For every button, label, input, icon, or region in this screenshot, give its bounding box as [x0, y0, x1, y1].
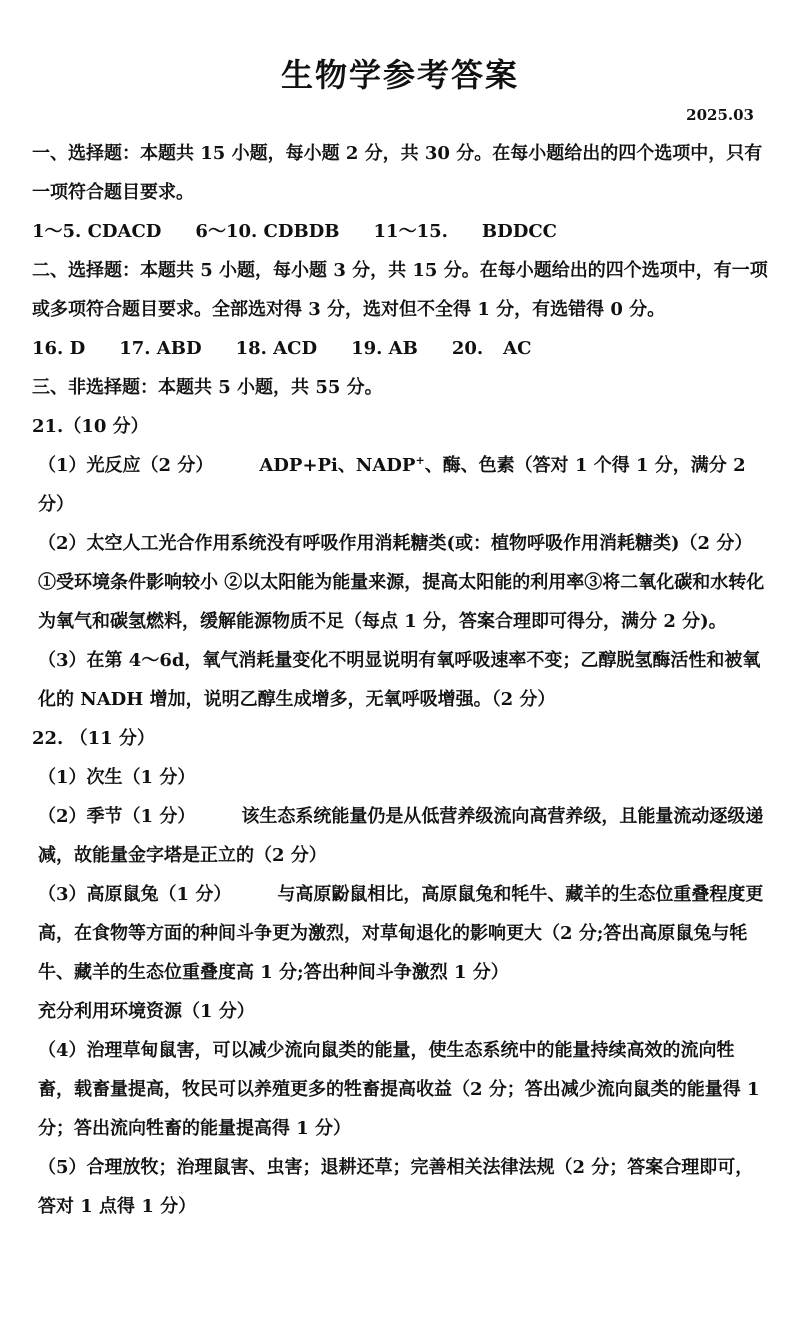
section2-answers	[32, 329, 768, 368]
q22-title: 22. （11 分）	[32, 728, 155, 749]
q22-part3-extra: 充分利用环境资源（1 分）	[38, 1001, 255, 1022]
date-label: 2025.03	[686, 106, 754, 124]
answer-group: 1～5. CDACD	[32, 221, 162, 242]
answer-item: 20.	[451, 338, 484, 359]
q21-title: 21.（10 分）	[32, 416, 149, 437]
q22-part1: （1）次生（1 分）	[38, 767, 196, 788]
q21-part2: （2）太空人工光合作用系统没有呼吸作用消耗糖类(或：植物呼吸作用消耗糖类)（2 分）	[38, 533, 753, 554]
q22-part4: （4）治理草甸鼠害，可以减少流向鼠类的能量，使生态系统中的能量持续高效的流向牲畜，载畜量提高，牧民可以养殖更多的牲畜提高收益（2 分；答出减少流向鼠类的能量得 1 分；答出流向牲畜的能量提高得 1 分）	[38, 1040, 760, 1139]
q21-part1-detail-b: 、酶、色素（答对 1 个得 1 分，满分 2 分）	[38, 455, 746, 515]
answer-item: 17. ABD	[119, 338, 202, 359]
answer-item: AC	[503, 338, 532, 359]
q22-part2-answer: （2）季节（1 分）	[38, 806, 196, 827]
q22-part2	[32, 797, 768, 875]
section1-header: 一、选择题：本题共 15 小题，每小题 2 分，共 30 分。在每小题给出的四个选项中，只有一项符合题目要求。	[32, 143, 763, 203]
q21-part3: （3）在第 4～6d，氧气消耗量变化不明显说明有氧呼吸速率不变；乙醇脱氢酶活性和被氧化的 NADH 增加，说明乙醇生成增多，无氧呼吸增强。（2 分）	[38, 650, 761, 710]
q21-part2-detail: ①受环境条件影响较小 ②以太阳能为能量来源，提高太阳能的利用率③将二氧化碳和水转化为氧气和碳氢燃料，缓解能源物质不足（每点 1 分，答案合理即可得分，满分 2 分)。	[38, 572, 765, 632]
q22-part2-detail: 该生态系统能量仍是从低营养级流向高营养级，且能量流动逐级递减，故能量金字塔是正立的（2 分）	[38, 806, 764, 866]
q22-part3-detail: 与高原鼢鼠相比，高原鼠兔和牦牛、藏羊的生态位重叠程度更高，在食物等方面的种间斗争更为激烈，对草甸退化的影响更大（2 分;答出高原鼠兔与牦牛、藏羊的生态位重叠度高 1 分;答出种间斗争激烈 1 分）	[38, 884, 764, 983]
q21-part1	[32, 446, 768, 524]
answer-item: 18. ACD	[235, 338, 318, 359]
q21-part1-detail-a: ADP+Pi、NADP	[259, 455, 416, 476]
answer-content	[32, 134, 768, 1226]
q22-part3	[32, 875, 768, 992]
answer-group: 6～10. CDBDB	[195, 221, 340, 242]
superscript-plus: +	[415, 454, 425, 467]
page-title: 生物学参考答案	[280, 56, 519, 94]
section3-header: 三、非选择题：本题共 5 小题，共 55 分。	[32, 377, 383, 398]
q21-part1-answer: （1）光反应（2 分）	[38, 455, 214, 476]
q22-part5: （5）合理放牧；治理鼠害、虫害；退耕还草；完善相关法律法规（2 分；答案合理即可，答对 1 点得 1 分）	[38, 1157, 754, 1217]
section2-header: 二、选择题：本题共 5 小题，每小题 3 分，共 15 分。在每小题给出的四个选项中，有一项或多项符合题目要求。全部选对得 3 分，选对但不全得 1 分，有选错得 0 分。	[32, 260, 768, 320]
answer-group: BDDCC	[481, 221, 557, 242]
section1-answers	[32, 212, 768, 251]
q22-part3-answer: （3）高原鼠兔（1 分）	[38, 884, 232, 905]
answer-item: 16. D	[32, 338, 86, 359]
answer-group: 11～15.	[373, 221, 448, 242]
answer-item: 19. AB	[351, 338, 418, 359]
